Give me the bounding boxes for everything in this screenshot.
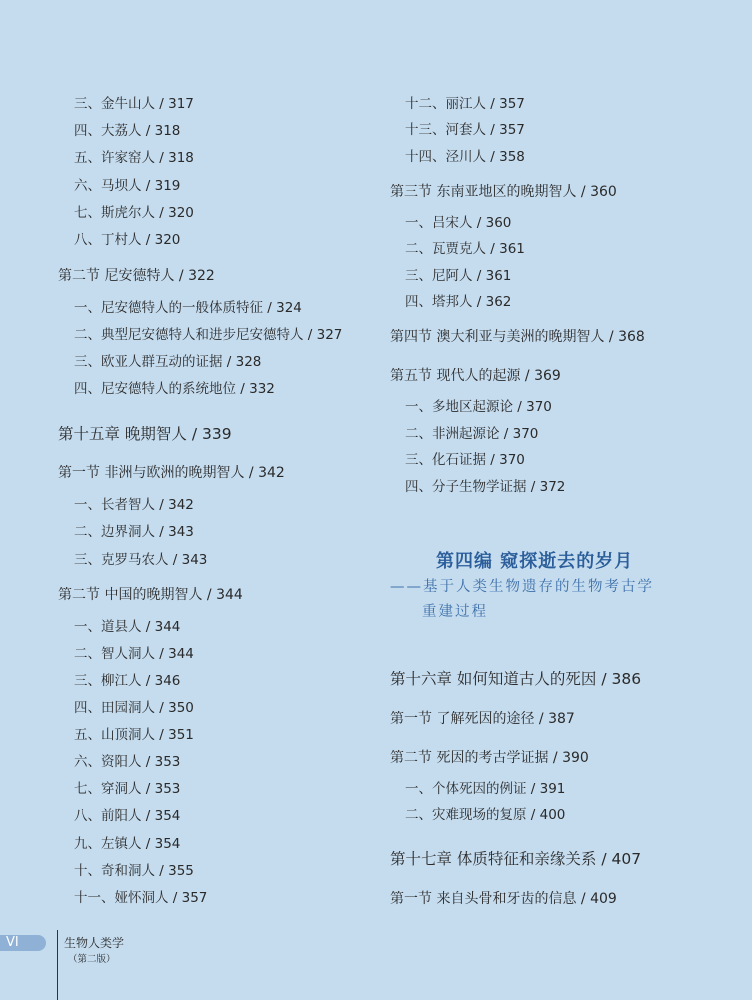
toc-item[interactable]: 四、尼安德特人的系统地位 / 332 bbox=[74, 381, 275, 397]
toc-item[interactable]: 一、道县人 / 344 bbox=[74, 619, 181, 635]
toc-item[interactable]: 一、尼安德特人的一般体质特征 / 324 bbox=[74, 300, 302, 316]
toc-item[interactable]: 四、田园洞人 / 350 bbox=[74, 700, 194, 716]
toc-item[interactable]: 五、山顶洞人 / 351 bbox=[74, 727, 194, 743]
toc-item[interactable]: 四、分子生物学证据 / 372 bbox=[405, 479, 566, 495]
toc-section-heading[interactable]: 第五节 现代人的起源 / 369 bbox=[390, 368, 561, 384]
toc-item[interactable]: 二、非洲起源论 / 370 bbox=[405, 426, 539, 442]
toc-section-heading[interactable]: 第一节 非洲与欧洲的晚期智人 / 342 bbox=[58, 465, 285, 481]
toc-item[interactable]: 二、典型尼安德特人和进步尼安德特人 / 327 bbox=[74, 327, 343, 343]
toc-item[interactable]: 二、瓦贾克人 / 361 bbox=[405, 241, 525, 257]
toc-section-heading[interactable]: 第一节 来自头骨和牙齿的信息 / 409 bbox=[390, 891, 617, 907]
toc-item[interactable]: 三、柳江人 / 346 bbox=[74, 673, 181, 689]
toc-item[interactable]: 三、金牛山人 / 317 bbox=[74, 96, 194, 112]
toc-item[interactable]: 三、欧亚人群互动的证据 / 328 bbox=[74, 354, 262, 370]
book-edition: （第二版） bbox=[68, 954, 116, 965]
toc-item[interactable]: 一、吕宋人 / 360 bbox=[405, 215, 512, 231]
toc-section-heading[interactable]: 第三节 东南亚地区的晚期智人 / 360 bbox=[390, 184, 617, 200]
toc-section-heading[interactable]: 第一节 了解死因的途径 / 387 bbox=[390, 711, 575, 727]
part-title: 第四编 窥探逝去的岁月 bbox=[436, 551, 634, 572]
toc-item[interactable]: 十一、娅怀洞人 / 357 bbox=[74, 890, 208, 906]
toc-item[interactable]: 二、灾难现场的复原 / 400 bbox=[405, 807, 566, 823]
toc-item[interactable]: 二、边界洞人 / 343 bbox=[74, 524, 194, 540]
toc-chapter-heading[interactable]: 第十五章 晚期智人 / 339 bbox=[58, 425, 232, 443]
toc-section-heading[interactable]: 第二节 死因的考古学证据 / 390 bbox=[390, 750, 589, 766]
toc-item[interactable]: 一、多地区起源论 / 370 bbox=[405, 399, 552, 415]
toc-item[interactable]: 三、化石证据 / 370 bbox=[405, 452, 525, 468]
toc-chapter-heading[interactable]: 第十七章 体质特征和亲缘关系 / 407 bbox=[390, 850, 642, 868]
footer-divider bbox=[57, 930, 58, 1000]
toc-item[interactable]: 八、前阳人 / 354 bbox=[74, 808, 181, 824]
toc-chapter-heading[interactable]: 第十六章 如何知道古人的死因 / 386 bbox=[390, 670, 642, 688]
book-title: 生物人类学 bbox=[64, 936, 125, 950]
toc-item[interactable]: 六、资阳人 / 353 bbox=[74, 754, 181, 770]
toc-item[interactable]: 六、马坝人 / 319 bbox=[74, 178, 181, 194]
toc-item[interactable]: 十四、泾川人 / 358 bbox=[405, 149, 525, 165]
toc-section-heading[interactable]: 第二节 尼安德特人 / 322 bbox=[58, 268, 215, 284]
toc-item[interactable]: 七、穿洞人 / 353 bbox=[74, 781, 181, 797]
toc-section-heading[interactable]: 第二节 中国的晚期智人 / 344 bbox=[58, 587, 243, 603]
toc-item[interactable]: 八、丁村人 / 320 bbox=[74, 232, 181, 248]
toc-item[interactable]: 三、克罗马农人 / 343 bbox=[74, 552, 208, 568]
toc-item[interactable]: 十二、丽江人 / 357 bbox=[405, 96, 525, 112]
toc-item[interactable]: 二、智人洞人 / 344 bbox=[74, 646, 194, 662]
part-subtitle-continued: 重建过程 bbox=[422, 604, 488, 620]
toc-item[interactable]: 一、个体死因的例证 / 391 bbox=[405, 781, 566, 797]
toc-item[interactable]: 九、左镇人 / 354 bbox=[74, 836, 181, 852]
toc-section-heading[interactable]: 第四节 澳大利亚与美洲的晚期智人 / 368 bbox=[390, 329, 645, 345]
toc-item[interactable]: 四、大荔人 / 318 bbox=[74, 123, 181, 139]
toc-item[interactable]: 三、尼阿人 / 361 bbox=[405, 268, 512, 284]
page-number: VI bbox=[6, 935, 19, 950]
toc-item[interactable]: 十三、河套人 / 357 bbox=[405, 122, 525, 138]
toc-item[interactable]: 一、长者智人 / 342 bbox=[74, 497, 194, 513]
toc-item[interactable]: 五、许家窑人 / 318 bbox=[74, 150, 194, 166]
toc-item[interactable]: 四、塔邦人 / 362 bbox=[405, 294, 512, 310]
toc-item[interactable]: 十、奇和洞人 / 355 bbox=[74, 863, 194, 879]
part-subtitle: ——基于人类生物遗存的生物考古学 bbox=[390, 579, 654, 595]
toc-item[interactable]: 七、斯虎尔人 / 320 bbox=[74, 205, 194, 221]
